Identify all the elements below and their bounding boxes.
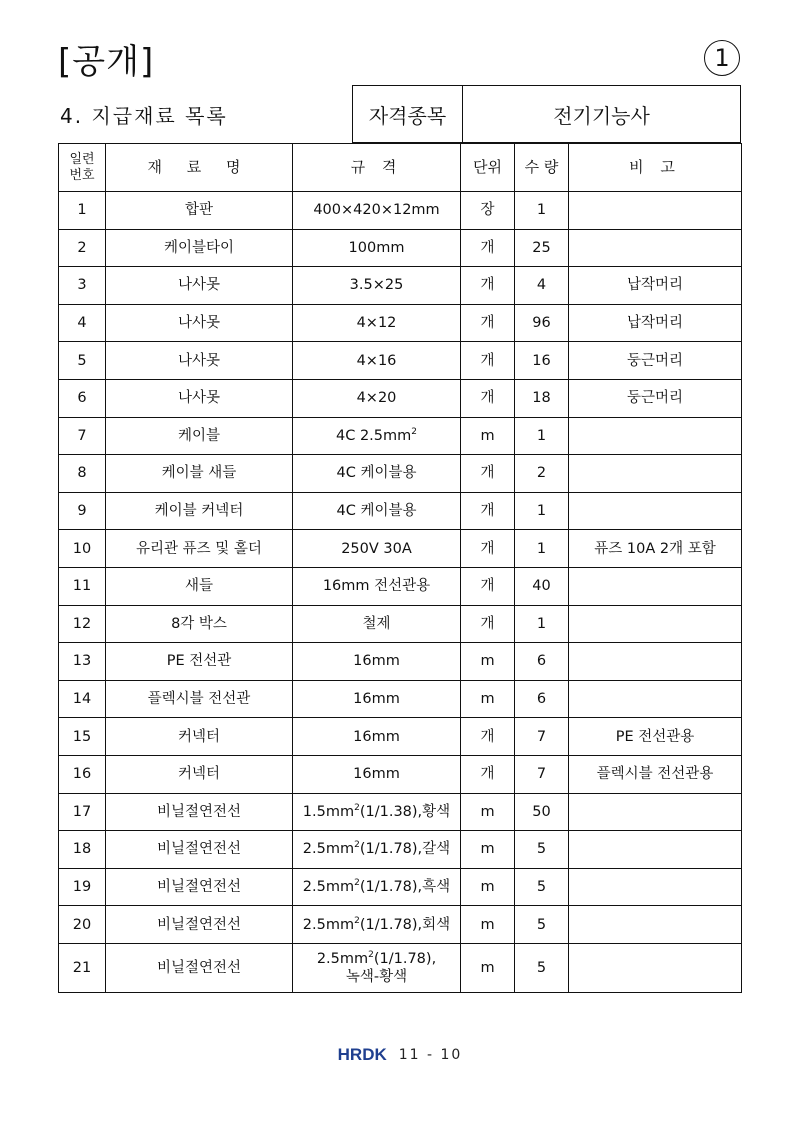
cell-material-name: 케이블 새들: [106, 455, 293, 493]
cell-material-name: 케이블타이: [106, 229, 293, 267]
cell-quantity: 2: [515, 455, 569, 493]
cell-material-name: 비닐절연전선: [106, 831, 293, 869]
materials-table: [58, 143, 742, 993]
table-row: [59, 680, 742, 718]
cell-serial-number: 9: [59, 492, 106, 530]
cell-quantity: 1: [515, 192, 569, 230]
cell-quantity: 5: [515, 906, 569, 944]
cell-unit: m: [461, 643, 515, 681]
page-footer: [0, 1045, 800, 1065]
spec-text: 16mm: [353, 653, 400, 670]
cell-serial-number: 5: [59, 342, 106, 380]
cell-material-name: 새들: [106, 567, 293, 605]
cell-quantity: 4: [515, 267, 569, 305]
table-row: [59, 267, 742, 305]
cell-spec: [293, 417, 461, 455]
table-row: [59, 868, 742, 906]
cell-unit: 개: [461, 379, 515, 417]
spec-text: 16mm: [353, 728, 400, 745]
cell-serial-number: 15: [59, 718, 106, 756]
spec-suffix: (1/1.78),: [373, 950, 437, 967]
cell-quantity: 5: [515, 831, 569, 869]
cell-unit: m: [461, 943, 515, 992]
cell-material-name: 비닐절연전선: [106, 793, 293, 831]
cell-quantity: 7: [515, 755, 569, 793]
cell-unit: m: [461, 680, 515, 718]
cell-spec: [293, 229, 461, 267]
cell-quantity: 1: [515, 605, 569, 643]
spec-text: 철제: [362, 615, 391, 632]
qualification-label: 자격종목: [352, 85, 462, 143]
cell-unit: 장: [461, 192, 515, 230]
spec-text: 3.5×25: [349, 277, 404, 294]
cell-material-name: PE 전선관: [106, 643, 293, 681]
cell-serial-number: 10: [59, 530, 106, 568]
cell-serial-number: 20: [59, 906, 106, 944]
cell-note: [569, 192, 742, 230]
cell-note: [569, 417, 742, 455]
cell-serial-number: 8: [59, 455, 106, 493]
spec-text: 100mm: [348, 239, 405, 256]
cell-serial-number: 19: [59, 868, 106, 906]
column-header-serial-number: [59, 144, 106, 192]
cell-note: 납작머리: [569, 304, 742, 342]
cell-quantity: 7: [515, 718, 569, 756]
cell-quantity: 96: [515, 304, 569, 342]
cell-material-name: 케이블 커넥터: [106, 492, 293, 530]
cell-note: 플렉시블 전선관용: [569, 755, 742, 793]
cell-spec: [293, 530, 461, 568]
cell-serial-number: 6: [59, 379, 106, 417]
cell-spec: [293, 831, 461, 869]
cell-material-name: 나사못: [106, 379, 293, 417]
cell-note: [569, 831, 742, 869]
table-row: [59, 379, 742, 417]
spec-text: 250V 30A: [341, 540, 412, 557]
cell-serial-number: 14: [59, 680, 106, 718]
table-row: [59, 718, 742, 756]
cell-quantity: 25: [515, 229, 569, 267]
spec-text: 4×20: [356, 390, 397, 407]
spec-text: 2.5mm: [302, 916, 355, 933]
spec-suffix: (1/1.78),갈색: [359, 841, 451, 858]
cell-note: 퓨즈 10A 2개 포함: [569, 530, 742, 568]
cell-spec: [293, 492, 461, 530]
cell-note: [569, 793, 742, 831]
cell-serial-number: 7: [59, 417, 106, 455]
cell-spec: [293, 718, 461, 756]
cell-spec: [293, 304, 461, 342]
spec-suffix: (1/1.38),황색: [359, 803, 451, 820]
cell-unit: m: [461, 831, 515, 869]
cell-material-name: 유리관 퓨즈 및 홀더: [106, 530, 293, 568]
cell-quantity: 1: [515, 492, 569, 530]
cell-serial-number: 12: [59, 605, 106, 643]
cell-material-name: 커넥터: [106, 718, 293, 756]
spec-superscript: 2: [354, 878, 360, 889]
disclosure-label: [공개]: [58, 42, 155, 82]
table-row: [59, 906, 742, 944]
cell-spec: [293, 643, 461, 681]
table-row: [59, 793, 742, 831]
cell-material-name: 플렉시블 전선관: [106, 680, 293, 718]
cell-material-name: 합판: [106, 192, 293, 230]
cell-spec: [293, 680, 461, 718]
cell-note: [569, 229, 742, 267]
cell-material-name: 커넥터: [106, 755, 293, 793]
cell-spec: [293, 379, 461, 417]
cell-material-name: 비닐절연전선: [106, 868, 293, 906]
cell-material-name: 8각 박스: [106, 605, 293, 643]
cell-quantity: 1: [515, 417, 569, 455]
cell-spec: [293, 455, 461, 493]
cell-note: [569, 680, 742, 718]
page-circle-number: 1: [704, 40, 740, 76]
cell-unit: m: [461, 793, 515, 831]
section-title: 4. 지급재료 목록: [60, 103, 228, 128]
spec-text: 16mm: [353, 766, 400, 783]
cell-serial-number: 1: [59, 192, 106, 230]
spec-text: 2.5mm: [316, 950, 369, 967]
table-row: [59, 943, 742, 992]
spec-text: 4×12: [356, 315, 397, 332]
spec-second-line: 녹색-황색: [345, 968, 408, 985]
cell-serial-number: 4: [59, 304, 106, 342]
spec-suffix: (1/1.78),회색: [359, 916, 451, 933]
spec-text: 1.5mm: [302, 803, 355, 820]
spec-superscript: 2: [411, 426, 417, 437]
cell-note: [569, 906, 742, 944]
table-row: [59, 567, 742, 605]
cell-quantity: 50: [515, 793, 569, 831]
cell-unit: 개: [461, 304, 515, 342]
materials-table-body: [59, 192, 742, 993]
table-row: [59, 304, 742, 342]
cell-unit: 개: [461, 267, 515, 305]
section-header: [58, 85, 741, 143]
cell-serial-number: 21: [59, 943, 106, 992]
cell-material-name: 케이블: [106, 417, 293, 455]
cell-quantity: 16: [515, 342, 569, 380]
cell-note: [569, 605, 742, 643]
cell-serial-number: 3: [59, 267, 106, 305]
cell-serial-number: 16: [59, 755, 106, 793]
table-row: [59, 831, 742, 869]
column-header-material-name: 재 료 명: [106, 144, 293, 192]
cell-quantity: 6: [515, 680, 569, 718]
table-row: [59, 455, 742, 493]
cell-spec: [293, 793, 461, 831]
spec-text: 2.5mm: [302, 841, 355, 858]
cell-note: [569, 943, 742, 992]
cell-material-name: 비닐절연전선: [106, 943, 293, 992]
table-row: [59, 229, 742, 267]
cell-unit: 개: [461, 567, 515, 605]
table-row: [59, 605, 742, 643]
cell-quantity: 1: [515, 530, 569, 568]
hrdk-logo: HRDK: [337, 1045, 387, 1064]
cell-unit: m: [461, 906, 515, 944]
spec-superscript: 2: [354, 802, 360, 813]
table-row: [59, 643, 742, 681]
column-header-note: 비 고: [569, 144, 742, 192]
cell-unit: 개: [461, 718, 515, 756]
cell-spec: [293, 342, 461, 380]
cell-quantity: 5: [515, 943, 569, 992]
spec-text: 4C 케이블용: [336, 502, 417, 519]
cell-unit: 개: [461, 530, 515, 568]
cell-quantity: 18: [515, 379, 569, 417]
cell-material-name: 나사못: [106, 342, 293, 380]
cell-spec: [293, 192, 461, 230]
cell-unit: 개: [461, 229, 515, 267]
table-row: [59, 492, 742, 530]
cell-spec: [293, 868, 461, 906]
cell-material-name: 나사못: [106, 267, 293, 305]
spec-text: 4C 케이블용: [336, 465, 417, 482]
spec-superscript: 2: [354, 840, 360, 851]
cell-spec: [293, 267, 461, 305]
page-number: 11 - 10: [398, 1047, 463, 1063]
cell-note: 둥근머리: [569, 379, 742, 417]
spec-text: 16mm: [353, 690, 400, 707]
cell-serial-number: 13: [59, 643, 106, 681]
spec-text: 16mm 전선관용: [322, 578, 431, 595]
cell-spec: [293, 943, 461, 992]
cell-quantity: 40: [515, 567, 569, 605]
cell-note: [569, 868, 742, 906]
qualification-value: 전기기능사: [462, 85, 741, 143]
table-row: [59, 192, 742, 230]
table-row: [59, 755, 742, 793]
cell-unit: 개: [461, 455, 515, 493]
cell-serial-number: 18: [59, 831, 106, 869]
spec-text: 4C 2.5mm: [335, 427, 412, 444]
cell-unit: 개: [461, 605, 515, 643]
cell-spec: [293, 567, 461, 605]
column-header-spec: 규 격: [293, 144, 461, 192]
cell-spec: [293, 605, 461, 643]
table-row: [59, 417, 742, 455]
cell-note: [569, 455, 742, 493]
serial-header-line1: 일련: [69, 151, 95, 167]
spec-suffix: (1/1.78),흑색: [359, 878, 451, 895]
cell-serial-number: 11: [59, 567, 106, 605]
cell-spec: [293, 906, 461, 944]
serial-header-line2: 번호: [69, 167, 95, 183]
cell-serial-number: 17: [59, 793, 106, 831]
cell-note: [569, 643, 742, 681]
cell-note: [569, 567, 742, 605]
cell-spec: [293, 755, 461, 793]
column-header-quantity: 수 량: [515, 144, 569, 192]
spec-superscript: 2: [354, 915, 360, 926]
cell-material-name: 비닐절연전선: [106, 906, 293, 944]
cell-note: PE 전선관용: [569, 718, 742, 756]
cell-unit: 개: [461, 342, 515, 380]
cell-serial-number: 2: [59, 229, 106, 267]
cell-note: [569, 492, 742, 530]
cell-quantity: 5: [515, 868, 569, 906]
spec-text: 400×420×12mm: [313, 202, 440, 219]
cell-unit: m: [461, 868, 515, 906]
table-row: [59, 342, 742, 380]
cell-note: 둥근머리: [569, 342, 742, 380]
spec-text: 2.5mm: [302, 878, 355, 895]
spec-superscript: 2: [368, 949, 374, 960]
cell-unit: 개: [461, 755, 515, 793]
cell-note: 납작머리: [569, 267, 742, 305]
cell-material-name: 나사못: [106, 304, 293, 342]
table-header-row: [59, 144, 742, 192]
spec-text: 4×16: [356, 352, 397, 369]
cell-quantity: 6: [515, 643, 569, 681]
cell-unit: m: [461, 417, 515, 455]
table-row: [59, 530, 742, 568]
cell-unit: 개: [461, 492, 515, 530]
column-header-unit: 단위: [461, 144, 515, 192]
